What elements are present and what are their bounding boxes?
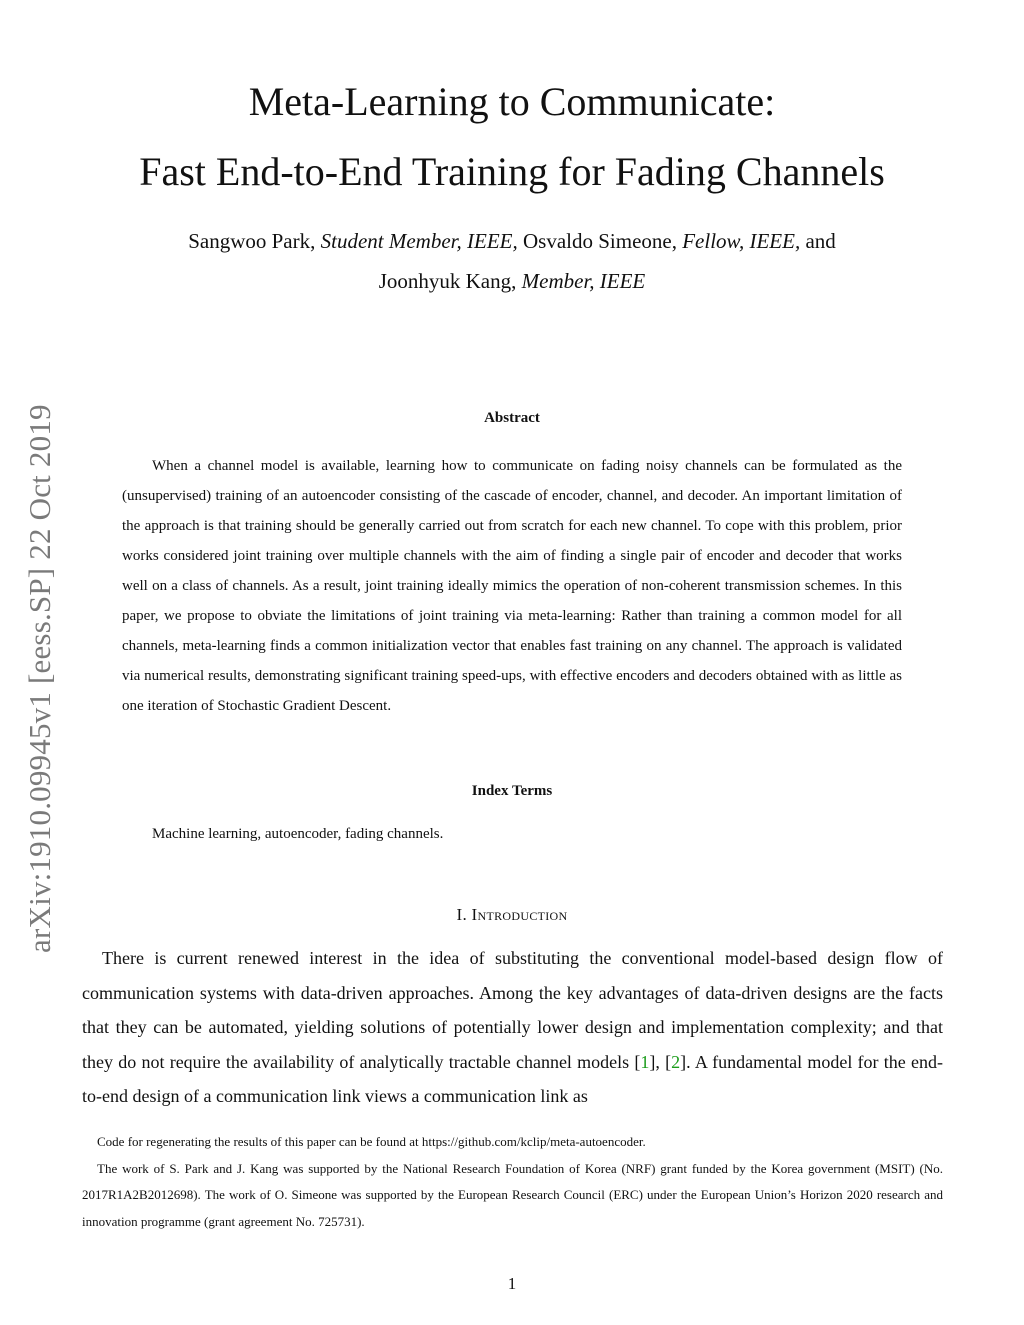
introduction-text-3: ]. A fundamental model for the end-to-end design of a communication link views a communication link as <box>82 1051 943 1106</box>
abstract-heading: Abstract <box>484 410 540 426</box>
page-number: 1 <box>507 1274 517 1293</box>
author-list-line-2 <box>0 268 1024 294</box>
author-3-affiliation: Member, IEEE <box>521 269 646 293</box>
author-2-name: Osvaldo Simeone, <box>517 229 683 253</box>
citation-link-1[interactable]: 1 <box>640 1051 650 1072</box>
introduction-heading <box>0 905 1024 925</box>
introduction-heading-number: I. I <box>456 905 478 924</box>
arxiv-identifier-stamp <box>18 350 64 960</box>
introduction-text-2: ], [ <box>649 1051 672 1072</box>
introduction-text-1: There is current renewed interest in the idea of substituting the conventional model-based design flow of communication systems with data-driven approaches. Among the key advantages of data-driven designs are the facts that they can be automated, yielding solutions of potentially lower design and implementation complexity; and that they do not require the availability of analytically tractable channel models [ <box>82 948 943 1072</box>
author-1-name: Sangwoo Park, <box>188 229 321 253</box>
author-2-affiliation: Fellow, IEEE, <box>682 229 801 253</box>
author-list-line-1 <box>0 228 1024 254</box>
paper-title-line-2: Fast End-to-End Training for Fading Channels <box>139 149 885 194</box>
author-conjunction: and <box>800 229 836 253</box>
footnotes <box>82 1129 943 1235</box>
introduction-heading-title: ntroduction <box>477 905 568 924</box>
index-terms-heading: Index Terms <box>471 783 553 799</box>
abstract-text: When a channel model is available, learning how to communicate on fading noisy channels can be formulated as the (unsupervised) training of an autoencoder consisting of the cascade of encoder, channel, and decoder. An important limitation of the approach is that training should be generally carried out from scratch for each new channel. To cope with this problem, prior works considered joint training over multiple channels with the aim of finding a single pair of encoder and decoder that works well on a class of channels. As a result, joint training ideally mimics the operation of non-coherent transmission schemes. In this paper, we propose to obviate the limitations of joint training via meta-learning: Rather than training a common model for all channels, meta-learning finds a common initialization vector that enables fast training on any channel. The approach is validated via numerical results, demonstrating significant training speed-ups, with effective encoders and decoders obtained with as little as one iteration of Stochastic Gradient Descent. <box>122 458 902 714</box>
paper-title-line-1: Meta-Learning to Communicate: <box>248 79 776 124</box>
footnote-code: Code for regenerating the results of this paper can be found at https://github.com/kclip/meta-autoencoder. <box>97 1134 646 1149</box>
footnote-funding: The work of S. Park and J. Kang was supported by the National Research Foundation of Korea (NRF) grant funded by the Korea government (MSIT) (No. 2017R1A2B2012698). The work of O. Simeone was supported by the European Research Council (ERC) under the European Union’s Horizon 2020 research and innovation programme (grant agreement No. 725731). <box>82 1160 943 1229</box>
author-1-affiliation: Student Member, IEEE, <box>320 229 518 253</box>
citation-link-2[interactable]: 2 <box>671 1051 681 1072</box>
author-3-name: Joonhyuk Kang, <box>378 269 522 293</box>
arxiv-identifier-text: arXiv:1910.09945v1 [eess.SP] 22 Oct 2019 <box>22 404 57 953</box>
introduction-paragraph <box>82 941 943 1114</box>
index-terms-text: Machine learning, autoencoder, fading channels. <box>152 826 444 842</box>
